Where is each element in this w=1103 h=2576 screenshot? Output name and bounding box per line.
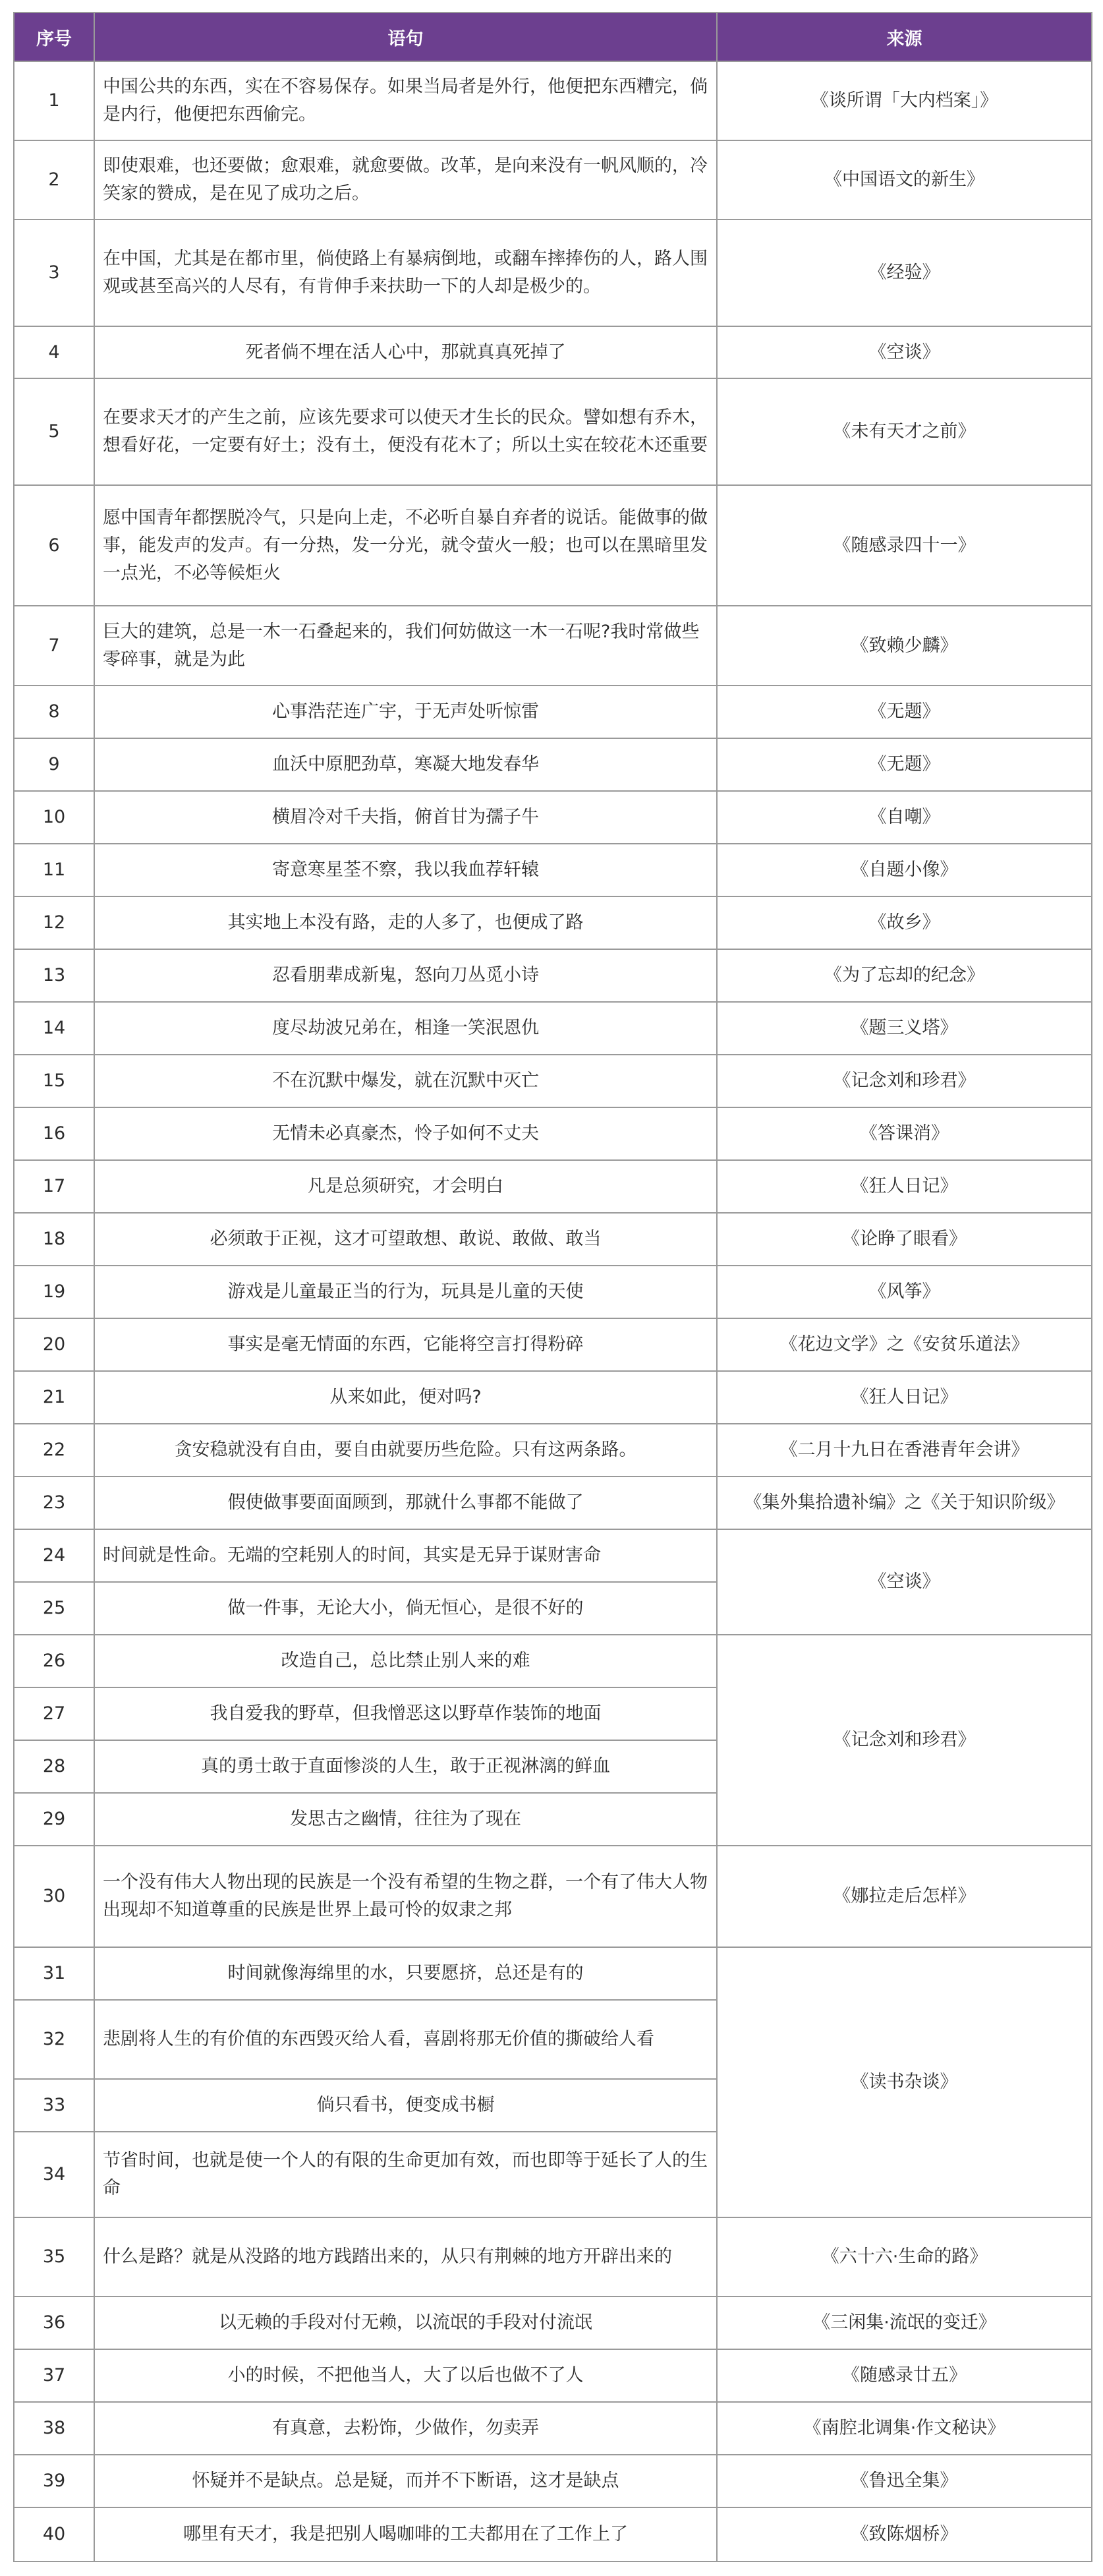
source-text: 《论睁了眼看》 xyxy=(717,1213,1092,1266)
table-row xyxy=(14,2349,1092,2402)
row-number: 21 xyxy=(14,1371,94,1424)
quote-text: 真的勇士敢于直面惨淡的人生，敢于正视淋漓的鲜血 xyxy=(94,1740,717,1793)
row-number: 8 xyxy=(14,686,94,738)
header-no: 序号 xyxy=(14,13,94,61)
source-text: 《无题》 xyxy=(717,738,1092,791)
row-number: 20 xyxy=(14,1318,94,1371)
quote-text: 不在沉默中爆发，就在沉默中灭亡 xyxy=(94,1055,717,1107)
quote-text: 凡是总须研究，才会明白 xyxy=(94,1160,717,1213)
table-row xyxy=(14,1002,1092,1055)
table-row xyxy=(14,1635,1092,1687)
row-number: 24 xyxy=(14,1529,94,1582)
source-text: 《记念刘和珍君》 xyxy=(717,1055,1092,1107)
table-row xyxy=(14,1213,1092,1266)
quote-text: 什么是路？就是从没路的地方践踏出来的，从只有荆棘的地方开辟出来的 xyxy=(94,2217,717,2297)
row-number: 13 xyxy=(14,949,94,1002)
table-row xyxy=(14,791,1092,844)
quote-text: 在要求天才的产生之前，应该先要求可以使天才生长的民众。譬如想有乔木，想看好花，一定要有好土；没有土，便没有花木了；所以土实在较花木还重要 xyxy=(94,378,717,485)
row-number: 22 xyxy=(14,1424,94,1477)
source-text: 《未有天才之前》 xyxy=(717,378,1092,485)
source-text: 《读书杂谈》 xyxy=(717,1947,1092,2217)
row-number: 11 xyxy=(14,844,94,896)
source-text: 《空谈》 xyxy=(717,326,1092,378)
quote-text: 心事浩茫连广宇，于无声处听惊雷 xyxy=(94,686,717,738)
table-header-row xyxy=(14,13,1092,61)
row-number: 38 xyxy=(14,2402,94,2455)
header-quote: 语句 xyxy=(94,13,717,61)
source-text: 《题三义塔》 xyxy=(717,1002,1092,1055)
source-text: 《花边文学》之《安贫乐道法》 xyxy=(717,1318,1092,1371)
quote-text: 即使艰难，也还要做；愈艰难，就愈要做。改革，是向来没有一帆风顺的，冷笑家的赞成，是在见了成功之后。 xyxy=(94,140,717,220)
header-source: 来源 xyxy=(717,13,1092,61)
table-row xyxy=(14,1266,1092,1318)
quote-text: 必须敢于正视，这才可望敢想、敢说、敢做、敢当 xyxy=(94,1213,717,1266)
row-number: 3 xyxy=(14,220,94,326)
quote-text: 一个没有伟大人物出现的民族是一个没有希望的生物之群，一个有了伟大人物出现却不知道尊重的民族是世界上最可怜的奴隶之邦 xyxy=(94,1846,717,1947)
quote-text: 以无赖的手段对付无赖，以流氓的手段对付流氓 xyxy=(94,2297,717,2349)
table-row xyxy=(14,2507,1092,2561)
table-row xyxy=(14,896,1092,949)
quote-text: 时间就像海绵里的水，只要愿挤，总还是有的 xyxy=(94,1947,717,2000)
table-row xyxy=(14,1424,1092,1477)
source-text: 《中国语文的新生》 xyxy=(717,140,1092,220)
table-row xyxy=(14,686,1092,738)
row-number: 35 xyxy=(14,2217,94,2297)
row-number: 4 xyxy=(14,326,94,378)
source-text: 《空谈》 xyxy=(717,1529,1092,1635)
source-text: 《三闲集·流氓的变迁》 xyxy=(717,2297,1092,2349)
row-number: 9 xyxy=(14,738,94,791)
quotes-table xyxy=(13,12,1092,2562)
source-text: 《随感录四十一》 xyxy=(717,485,1092,606)
table-row xyxy=(14,2297,1092,2349)
table-row xyxy=(14,1477,1092,1529)
quote-text: 度尽劫波兄弟在，相逢一笑泯恩仇 xyxy=(94,1002,717,1055)
quote-text: 死者倘不埋在活人心中，那就真真死掉了 xyxy=(94,326,717,378)
row-number: 33 xyxy=(14,2079,94,2132)
row-number: 12 xyxy=(14,896,94,949)
row-number: 16 xyxy=(14,1107,94,1160)
table-row xyxy=(14,1846,1092,1947)
quote-text: 从来如此，便对吗? xyxy=(94,1371,717,1424)
row-number: 5 xyxy=(14,378,94,485)
quote-text: 我自爱我的野草，但我憎恶这以野草作装饰的地面 xyxy=(94,1687,717,1740)
quote-text: 发思古之幽情，往往为了现在 xyxy=(94,1793,717,1846)
quote-text: 贪安稳就没有自由，要自由就要历些危险。只有这两条路。 xyxy=(94,1424,717,1477)
table-row xyxy=(14,61,1092,140)
source-text: 《致赖少麟》 xyxy=(717,606,1092,686)
table-row xyxy=(14,140,1092,220)
row-number: 15 xyxy=(14,1055,94,1107)
row-number: 40 xyxy=(14,2507,94,2561)
source-text: 《无题》 xyxy=(717,686,1092,738)
table-row xyxy=(14,738,1092,791)
row-number: 23 xyxy=(14,1477,94,1529)
quote-text: 横眉冷对千夫指，俯首甘为孺子牛 xyxy=(94,791,717,844)
table-row xyxy=(14,1947,1092,2000)
source-text: 《六十六·生命的路》 xyxy=(717,2217,1092,2297)
row-number: 34 xyxy=(14,2132,94,2217)
source-text: 《答课消》 xyxy=(717,1107,1092,1160)
source-text: 《自嘲》 xyxy=(717,791,1092,844)
quote-text: 节省时间，也就是使一个人的有限的生命更加有效，而也即等于延长了人的生命 xyxy=(94,2132,717,2217)
quote-text: 做一件事，无论大小，倘无恒心，是很不好的 xyxy=(94,1582,717,1635)
table-row xyxy=(14,949,1092,1002)
quote-text: 时间就是性命。无端的空耗别人的时间，其实是无异于谋财害命 xyxy=(94,1529,717,1582)
row-number: 30 xyxy=(14,1846,94,1947)
table-row xyxy=(14,2402,1092,2455)
table-row xyxy=(14,485,1092,606)
source-text: 《集外集拾遗补编》之《关于知识阶级》 xyxy=(717,1477,1092,1529)
source-text: 《自题小像》 xyxy=(717,844,1092,896)
quote-text: 小的时候，不把他当人，大了以后也做不了人 xyxy=(94,2349,717,2402)
row-number: 2 xyxy=(14,140,94,220)
row-number: 25 xyxy=(14,1582,94,1635)
row-number: 31 xyxy=(14,1947,94,2000)
quote-text: 中国公共的东西，实在不容易保存。如果当局者是外行，他便把东西糟完，倘是内行，他便把东西偷完。 xyxy=(94,61,717,140)
quote-text: 假使做事要面面顾到，那就什么事都不能做了 xyxy=(94,1477,717,1529)
quote-text: 有真意，去粉饰，少做作，勿卖弄 xyxy=(94,2402,717,2455)
source-text: 《经验》 xyxy=(717,220,1092,326)
row-number: 7 xyxy=(14,606,94,686)
quote-text: 事实是毫无情面的东西，它能将空言打得粉碎 xyxy=(94,1318,717,1371)
table-row xyxy=(14,2455,1092,2507)
quote-text: 血沃中原肥劲草，寒凝大地发春华 xyxy=(94,738,717,791)
quote-text: 无情未必真豪杰，怜子如何不丈夫 xyxy=(94,1107,717,1160)
row-number: 39 xyxy=(14,2455,94,2507)
quote-text: 怀疑并不是缺点。总是疑，而并不下断语，这才是缺点 xyxy=(94,2455,717,2507)
quote-text: 悲剧将人生的有价值的东西毁灭给人看，喜剧将那无价值的撕破给人看 xyxy=(94,2000,717,2079)
table-row xyxy=(14,2217,1092,2297)
table-row xyxy=(14,1107,1092,1160)
quote-text: 愿中国青年都摆脱冷气，只是向上走，不必听自暴自弃者的说话。能做事的做事，能发声的发声。有一分热，发一分光，就令萤火一般；也可以在黑暗里发一点光，不必等候炬火 xyxy=(94,485,717,606)
quote-text: 其实地上本没有路，走的人多了，也便成了路 xyxy=(94,896,717,949)
row-number: 10 xyxy=(14,791,94,844)
row-number: 37 xyxy=(14,2349,94,2402)
quote-text: 巨大的建筑，总是一木一石叠起来的，我们何妨做这一木一石呢?我时常做些零碎事，就是为此 xyxy=(94,606,717,686)
table-row xyxy=(14,1529,1092,1582)
quote-text: 倘只看书，便变成书橱 xyxy=(94,2079,717,2132)
row-number: 32 xyxy=(14,2000,94,2079)
source-text: 《谈所谓「大内档案」》 xyxy=(717,61,1092,140)
row-number: 27 xyxy=(14,1687,94,1740)
source-text: 《狂人日记》 xyxy=(717,1160,1092,1213)
row-number: 18 xyxy=(14,1213,94,1266)
source-text: 《娜拉走后怎样》 xyxy=(717,1846,1092,1947)
source-text: 《二月十九日在香港青年会讲》 xyxy=(717,1424,1092,1477)
row-number: 17 xyxy=(14,1160,94,1213)
source-text: 《随感录廿五》 xyxy=(717,2349,1092,2402)
quote-text: 寄意寒星荃不察，我以我血荐轩辕 xyxy=(94,844,717,896)
source-text: 《记念刘和珍君》 xyxy=(717,1635,1092,1846)
row-number: 19 xyxy=(14,1266,94,1318)
quote-text: 改造自己，总比禁止别人来的难 xyxy=(94,1635,717,1687)
source-text: 《鲁迅全集》 xyxy=(717,2455,1092,2507)
row-number: 1 xyxy=(14,61,94,140)
table-row xyxy=(14,1318,1092,1371)
table-row xyxy=(14,378,1092,485)
row-number: 29 xyxy=(14,1793,94,1846)
table-row xyxy=(14,606,1092,686)
row-number: 28 xyxy=(14,1740,94,1793)
source-text: 《狂人日记》 xyxy=(717,1371,1092,1424)
table-row xyxy=(14,1160,1092,1213)
row-number: 14 xyxy=(14,1002,94,1055)
source-text: 《故乡》 xyxy=(717,896,1092,949)
quote-text: 在中国，尤其是在都市里，倘使路上有暴病倒地，或翻车摔捧伤的人，路人围观或甚至高兴的人尽有，有肯伸手来扶助一下的人却是极少的。 xyxy=(94,220,717,326)
source-text: 《南腔北调集·作文秘诀》 xyxy=(717,2402,1092,2455)
source-text: 《风筝》 xyxy=(717,1266,1092,1318)
row-number: 26 xyxy=(14,1635,94,1687)
table-row xyxy=(14,1055,1092,1107)
table-row xyxy=(14,326,1092,378)
row-number: 36 xyxy=(14,2297,94,2349)
row-number: 6 xyxy=(14,485,94,606)
table-row xyxy=(14,1371,1092,1424)
source-text: 《致陈烟桥》 xyxy=(717,2507,1092,2561)
table-row xyxy=(14,844,1092,896)
source-text: 《为了忘却的纪念》 xyxy=(717,949,1092,1002)
table-row xyxy=(14,220,1092,326)
quote-text: 游戏是儿童最正当的行为，玩具是儿童的天使 xyxy=(94,1266,717,1318)
quote-text: 忍看朋辈成新鬼，怒向刀丛觅小诗 xyxy=(94,949,717,1002)
quote-text: 哪里有天才，我是把别人喝咖啡的工夫都用在了工作上了 xyxy=(94,2507,717,2561)
